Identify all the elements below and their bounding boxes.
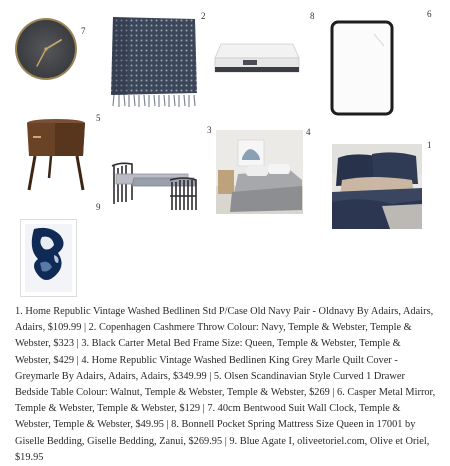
item-number-4: 4 [306,127,311,137]
item-number-3: 3 [207,125,212,135]
throw-blanket-image [109,13,199,108]
item-number-9: 9 [96,202,101,212]
product-list-caption: 1. Home Republic Vintage Washed Bedlinen Std P/Case Old Navy Pair - Oldnavy By Adairs, Adairs, Adairs, $109.99 | 2. Copenhagen Cashmere Throw Colour: Navy, Temple & Webster, Temple & Webster, $323 | 3. Black Carter Metal Bed Frame Size: Queen, Temple & Webster, Temple & Webster, $429 | 4. Home Republic Vintage Washed Bedlinen King Grey Marle Quilt Cover - Greymarle By Adairs, Adairs, Adairs, $349.99 | 5. Olsen Scandinavian Style Curved 1 Drawer Bedside Table Colour: Walnut, Temple & Webster, Temple & Webster, $269 | 6. Casper Metal Mirror, Temple & Webster, Temple & Webster, $129 | 7. 40cm Bentwood Suit Wall Clock, Temple & Webster, Temple & Webster, $49.95 | 8. Bonnell Pocket Spring Mattress Size Queen in 17001 by Giselle Bedding, Giselle Bedding, Zanui, $269.95 | 9. Blue Agate I, oliveetoriel.com, Olive et Oriel, $19.95 [15,306,436,463]
bedside-table-image [25,118,87,192]
mattress-image [213,38,301,82]
blue-agate-print-image [20,219,77,297]
item-number-1: 1 [427,140,432,150]
item-number-2: 2 [201,11,206,21]
item-number-6: 6 [427,9,432,19]
item-number-7: 7 [81,26,86,36]
navy-bedlinen-photo [332,144,422,229]
quilt-cover-photo [216,130,303,214]
item-number-8: 8 [310,11,315,21]
item-number-5: 5 [96,113,101,123]
bed-frame-image [110,160,198,212]
wall-clock-image [14,17,78,81]
mirror-image [330,20,394,116]
